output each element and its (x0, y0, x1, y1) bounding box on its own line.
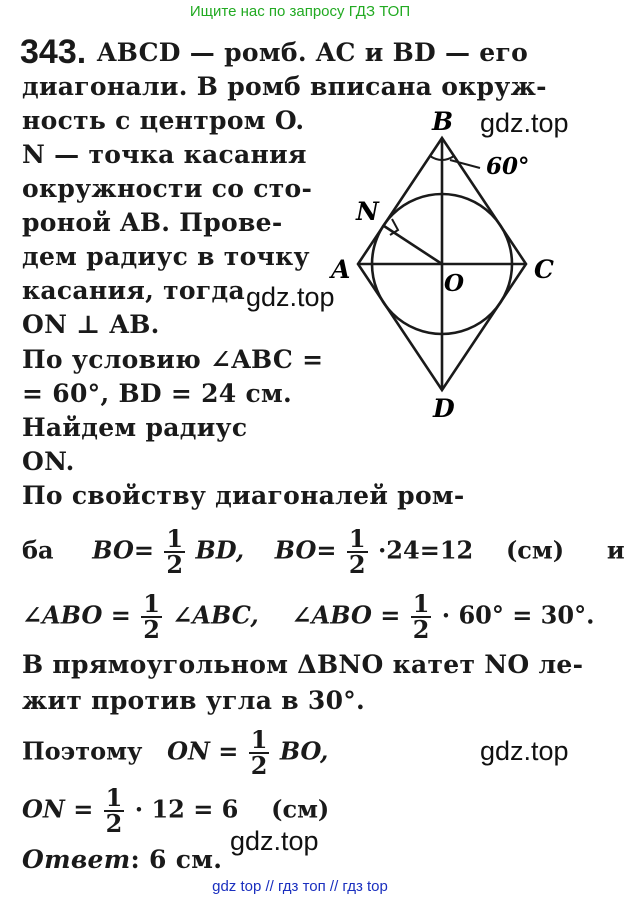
text-fragment: Поэтому (22, 736, 143, 766)
text-fragment: · 60° = 30°. (441, 600, 595, 630)
watermark: gdz.top (230, 826, 319, 856)
bottom-banner: gdz top // гдз топ // гдз top (212, 878, 388, 895)
text-fragment: ON = (167, 736, 239, 766)
denominator: 2 (105, 809, 123, 838)
radius-on (384, 226, 442, 264)
watermark: gdz.top (246, 282, 335, 312)
math-line-on (22, 725, 329, 780)
text-fragment: ON = (22, 794, 94, 824)
fraction-half (164, 524, 185, 579)
text-line: окружности со сто- (22, 174, 313, 203)
numerator: 1 (348, 524, 366, 553)
text-line: роной AB. Прове- (22, 208, 283, 237)
answer-line (22, 845, 222, 874)
rhombus-figure (330, 107, 570, 423)
text-line: диагонали. В ромб вписана окруж- (22, 72, 547, 101)
text-line: N — точка касания (22, 140, 307, 169)
text-fragment: и (606, 535, 625, 565)
denominator: 2 (143, 615, 160, 644)
fraction-half (249, 725, 270, 780)
text-line: = 60°, BD = 24 см. (22, 379, 293, 408)
fraction-half (411, 589, 432, 644)
text-line: ABCD — ромб. AC и BD — его (97, 38, 529, 67)
text-fragment: ∠ABO = (22, 600, 131, 630)
text-fragment: BO, (279, 736, 329, 766)
numerator: 1 (166, 524, 184, 553)
label-c: C (534, 255, 554, 284)
label-o: O (444, 270, 465, 297)
text-fragment: BD, (195, 535, 245, 565)
text-line: дем радиус в точку (22, 242, 310, 271)
watermark: gdz.top (480, 736, 569, 766)
fraction-half (347, 524, 368, 579)
text-fragment: (см) (505, 535, 565, 565)
text-line: ность с центром O. (22, 106, 305, 135)
label-d: D (433, 394, 455, 423)
answer-value: : 6 см. (130, 845, 223, 874)
math-line-bo (22, 524, 625, 579)
numerator: 1 (250, 725, 268, 754)
angle-pointer (450, 160, 480, 168)
text-fragment: · 12 = 6 (134, 794, 239, 824)
text-line: касания, тогда (22, 276, 245, 305)
text-fragment: BO= (92, 535, 155, 565)
fraction-half (104, 783, 125, 838)
numerator: 1 (105, 783, 123, 812)
text-line: В прямоугольном ΔBNO катет NO ле- (22, 650, 584, 679)
answer-label: Ответ (22, 845, 131, 874)
text-fragment: (см) (271, 794, 330, 824)
label-a: A (331, 255, 351, 284)
right-angle-mark (390, 219, 398, 235)
text-fragment: ∠ABC, (172, 600, 259, 630)
angle-label: 60° (486, 153, 530, 180)
text-line: Найдем радиус (22, 413, 248, 442)
problem-number: 343. (20, 33, 87, 71)
text-fragment: ∠ABO = (291, 600, 401, 630)
text-fragment: ба (22, 535, 54, 565)
text-fragment: ·24=12 (377, 535, 474, 565)
denominator: 2 (348, 550, 366, 579)
text-line: По условию ∠ABC = (22, 345, 324, 374)
math-line-angle (22, 589, 595, 644)
denominator: 2 (166, 550, 184, 579)
text-line: ON ⊥ AB. (22, 310, 160, 339)
text-fragment: BO= (274, 535, 337, 565)
text-line: По свойству диагоналей ром- (22, 481, 465, 510)
label-n: N (356, 197, 379, 226)
numerator: 1 (412, 589, 430, 618)
denominator: 2 (250, 751, 268, 780)
top-banner: Ищите нас по запросу ГДЗ ТОП (189, 3, 411, 20)
denominator: 2 (412, 615, 430, 644)
text-line: ON. (22, 447, 75, 476)
label-b: B (432, 107, 454, 136)
fraction-half (141, 589, 162, 644)
watermark: gdz.top (480, 108, 569, 138)
numerator: 1 (143, 589, 160, 618)
text-line: жит против угла в 30°. (22, 686, 366, 715)
